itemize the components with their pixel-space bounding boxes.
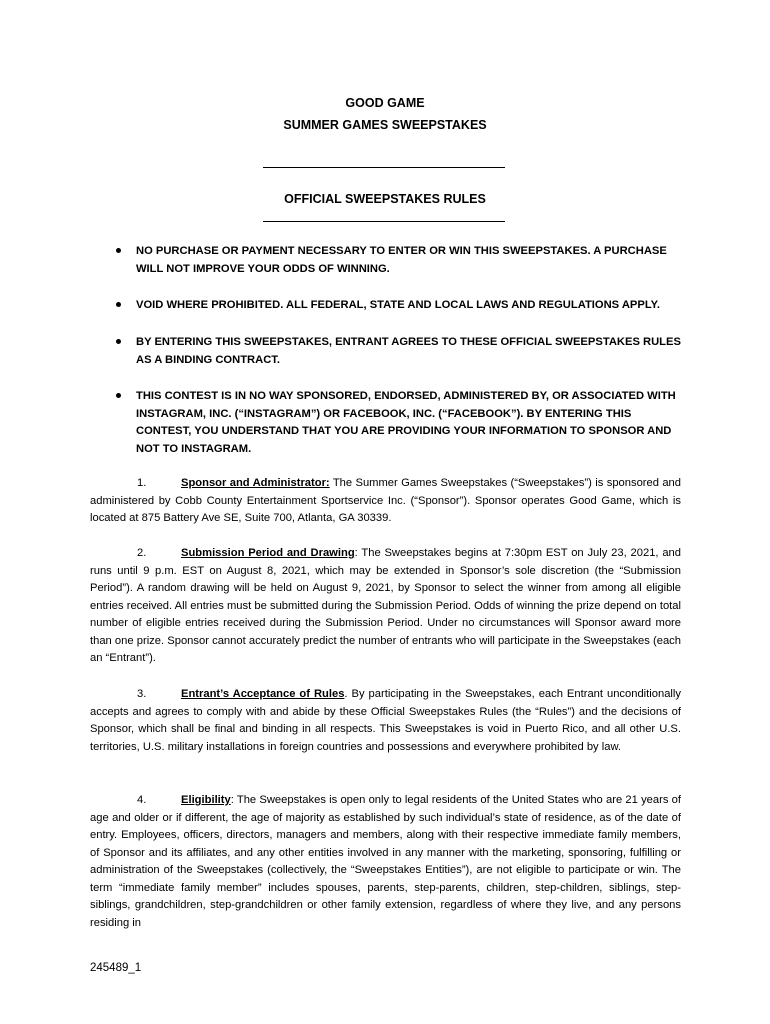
section-number: 4. [137, 794, 147, 806]
section-body: : The Sweepstakes is open only to legal residents of the United States who are 21 years of age and older or if different, the age of majority as established by such individual’s state of residence, as of the date of entry. Employees, officers, directors, managers and members, along with their respective immediate family members, of Sponsor and its affiliates, and any other entities involved in any manner with the marketing, sponsoring, fulfilling or administration of the Sweepstakes (collectively, the “Sweepstakes Entities”), are not eligible to participate or win. The term “immediate family member” includes spouses, parents, step-parents, children, step-children, siblings, step-siblings, grandchildren, step-grandchildren or other family extension, regardless of where they live, and any persons residing in [90, 794, 681, 929]
bullet-item: BY ENTERING THIS SWEEPSTAKES, ENTRANT AGREES TO THESE OFFICIAL SWEEPSTAKES RULES AS A BINDING CONTRACT. [136, 336, 681, 366]
document-footer-id: 245489_1 [90, 962, 142, 974]
section-3 [90, 686, 681, 756]
bullet-marker [116, 302, 121, 307]
section-heading: Entrant’s Acceptance of Rules [181, 688, 345, 700]
section-number: 2. [137, 547, 147, 559]
section-number: 1. [137, 477, 147, 489]
bullet-marker [116, 339, 121, 344]
section-1 [90, 475, 681, 528]
rules-subtitle: OFFICIAL SWEEPSTAKES RULES [284, 192, 486, 206]
section-body: The Summer Games Sweepstakes (“Sweepstakes”) is sponsored and administered by Cobb County Entertainment Sportservice Inc. (“Sponsor”). Sponsor operates Good Game, which is located at 875 Battery Ave SE, Suite 700, Atlanta, GA 30339. [90, 477, 682, 524]
section-2 [90, 545, 681, 668]
bullet-marker [116, 248, 121, 253]
title-divider-top [263, 167, 505, 168]
section-heading: Submission Period and Drawing [181, 547, 355, 559]
section-heading: Sponsor and Administrator: [181, 477, 330, 489]
bullet-item: VOID WHERE PROHIBITED. ALL FEDERAL, STATE AND LOCAL LAWS AND REGULATIONS APPLY. [136, 299, 660, 311]
title-line-1: GOOD GAME [345, 96, 425, 110]
title-line-2: SUMMER GAMES SWEEPSTAKES [283, 118, 487, 132]
bullet-item: THIS CONTEST IS IN NO WAY SPONSORED, ENDORSED, ADMINISTERED BY, OR ASSOCIATED WITH INSTAGRAM, INC. (“INSTAGRAM”) OR FACEBOOK, INC. (“FACEBOOK”). BY ENTERING THIS CONTEST, YOU UNDERSTAND THAT YOU ARE PROVIDING YOUR INFORMATION TO SPONSOR AND NOT TO INSTAGRAM. [136, 390, 676, 455]
section-4 [90, 792, 681, 932]
section-body: . By participating in the Sweepstakes, each Entrant unconditionally accepts and agrees to comply with and abide by these Official Sweepstakes Rules (the “Rules”) and the decisions of Sponsor, which shall be final and binding in all respects. This Sweepstakes is void in Puerto Rico, and all other U.S. territories, U.S. military installations in foreign countries and possessions and everywhere prohibited by law. [90, 688, 681, 753]
section-number: 3. [137, 688, 147, 700]
title-divider-bottom [263, 221, 505, 222]
bullet-marker [116, 393, 121, 398]
section-body: : The Sweepstakes begins at 7:30pm EST on July 23, 2021, and runs until 9 p.m. EST on August 8, 2021, which may be extended in Sponsor’s sole discretion (the “Submission Period”). A random drawing will be held on August 9, 2021, by Sponsor to select the winner from among all eligible entries received. All entries must be submitted during the Submission Period. Odds of winning the prize depend on total number of eligible entries received during the Submission Period. Under no circumstances will Sponsor award more than one prize. Sponsor cannot accurately predict the number of entrants who will participate in the Sweepstakes (each an “Entrant”). [90, 547, 681, 664]
bullet-item: NO PURCHASE OR PAYMENT NECESSARY TO ENTER OR WIN THIS SWEEPSTAKES. A PURCHASE WILL NOT IMPROVE YOUR ODDS OF WINNING. [136, 245, 667, 275]
section-heading: Eligibility [181, 794, 231, 806]
